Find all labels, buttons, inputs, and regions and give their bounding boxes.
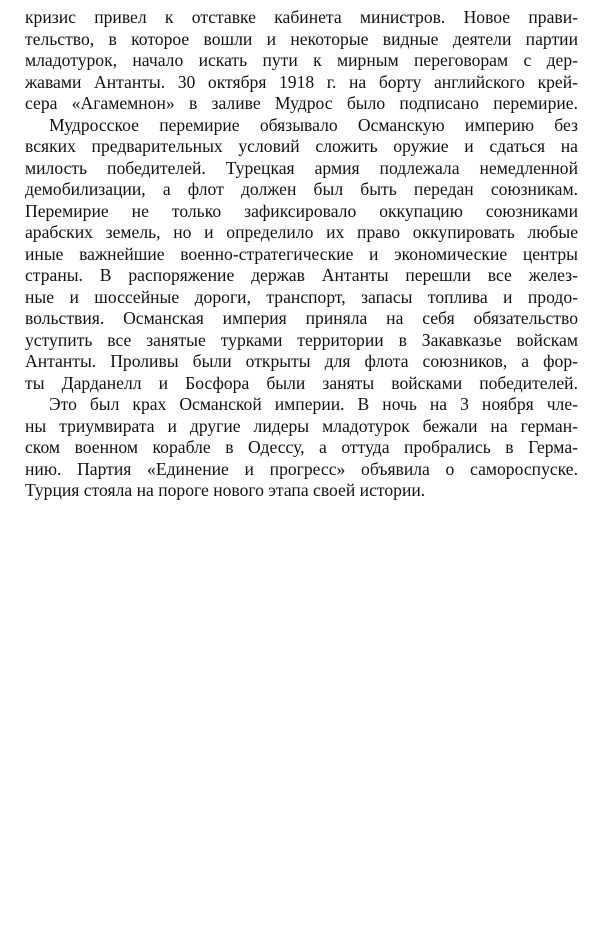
paragraph-1 [25,7,578,115]
text-line: уступить все занятые турками территории в Закавказье войскам [25,329,578,350]
text-line: тельство, в которое вошли и некоторые видные деятели партии [25,28,578,49]
text-line: Это был крах Османской империи. В ночь на 3 ноября чле- [49,394,578,414]
text-line: ты Дарданелл и Босфора были заняты войсками победителей. [25,372,578,393]
text-line: кризис привел к отставке кабинета министров. Новое прави- [25,7,578,27]
text-line: Антанты. Проливы были открыты для флота союзников, а фор- [25,351,578,371]
text-line: жавами Антанты. 30 октября 1918 г. на борту английского крей- [25,71,578,92]
text-line: нию. Партия «Единение и прогресс» объявила о самороспуске. [25,458,578,479]
text-line: ском военном корабле в Одессу, а оттуда пробрались в Герма- [25,437,578,457]
text-line: Мудросское перемирие обязывало Османскую империю без [49,114,578,135]
text-line: всяких предварительных условий сложить оружие и сдаться на [25,136,578,156]
text-line: Перемирие не только зафиксировало оккупацию союзниками [25,200,578,221]
text-line: младотурок, начало искать пути к мирным переговорам с дер- [25,50,578,70]
text-line: ные и шоссейные дороги, транспорт, запасы топлива и продо- [25,286,578,307]
text-line: арабских земель, но и определило их право оккупировать любые [25,222,578,242]
text-line: Турция стояла на пороге нового этапа своей истории. [25,480,426,500]
text-line: ны триумвирата и другие лидеры младотурок бежали на герман- [25,415,578,436]
text-line: страны. В распоряжение держав Антанты перешли все желез- [25,265,578,285]
text-line: милость победителей. Турецкая армия подлежала немедленной [25,157,578,178]
text-line: сера «Агамемнон» в заливе Мудрос было подписано перемирие. [25,93,578,113]
text-line: вольствия. Османская империя приняла на себя обязательство [25,308,578,328]
text-line: демобилизации, а флот должен был быть передан союзникам. [25,179,578,199]
page-text [25,7,578,502]
paragraph-3 [25,394,578,502]
text-line: иные важнейшие военно-стратегические и экономические центры [25,243,578,264]
paragraph-2 [25,115,578,395]
